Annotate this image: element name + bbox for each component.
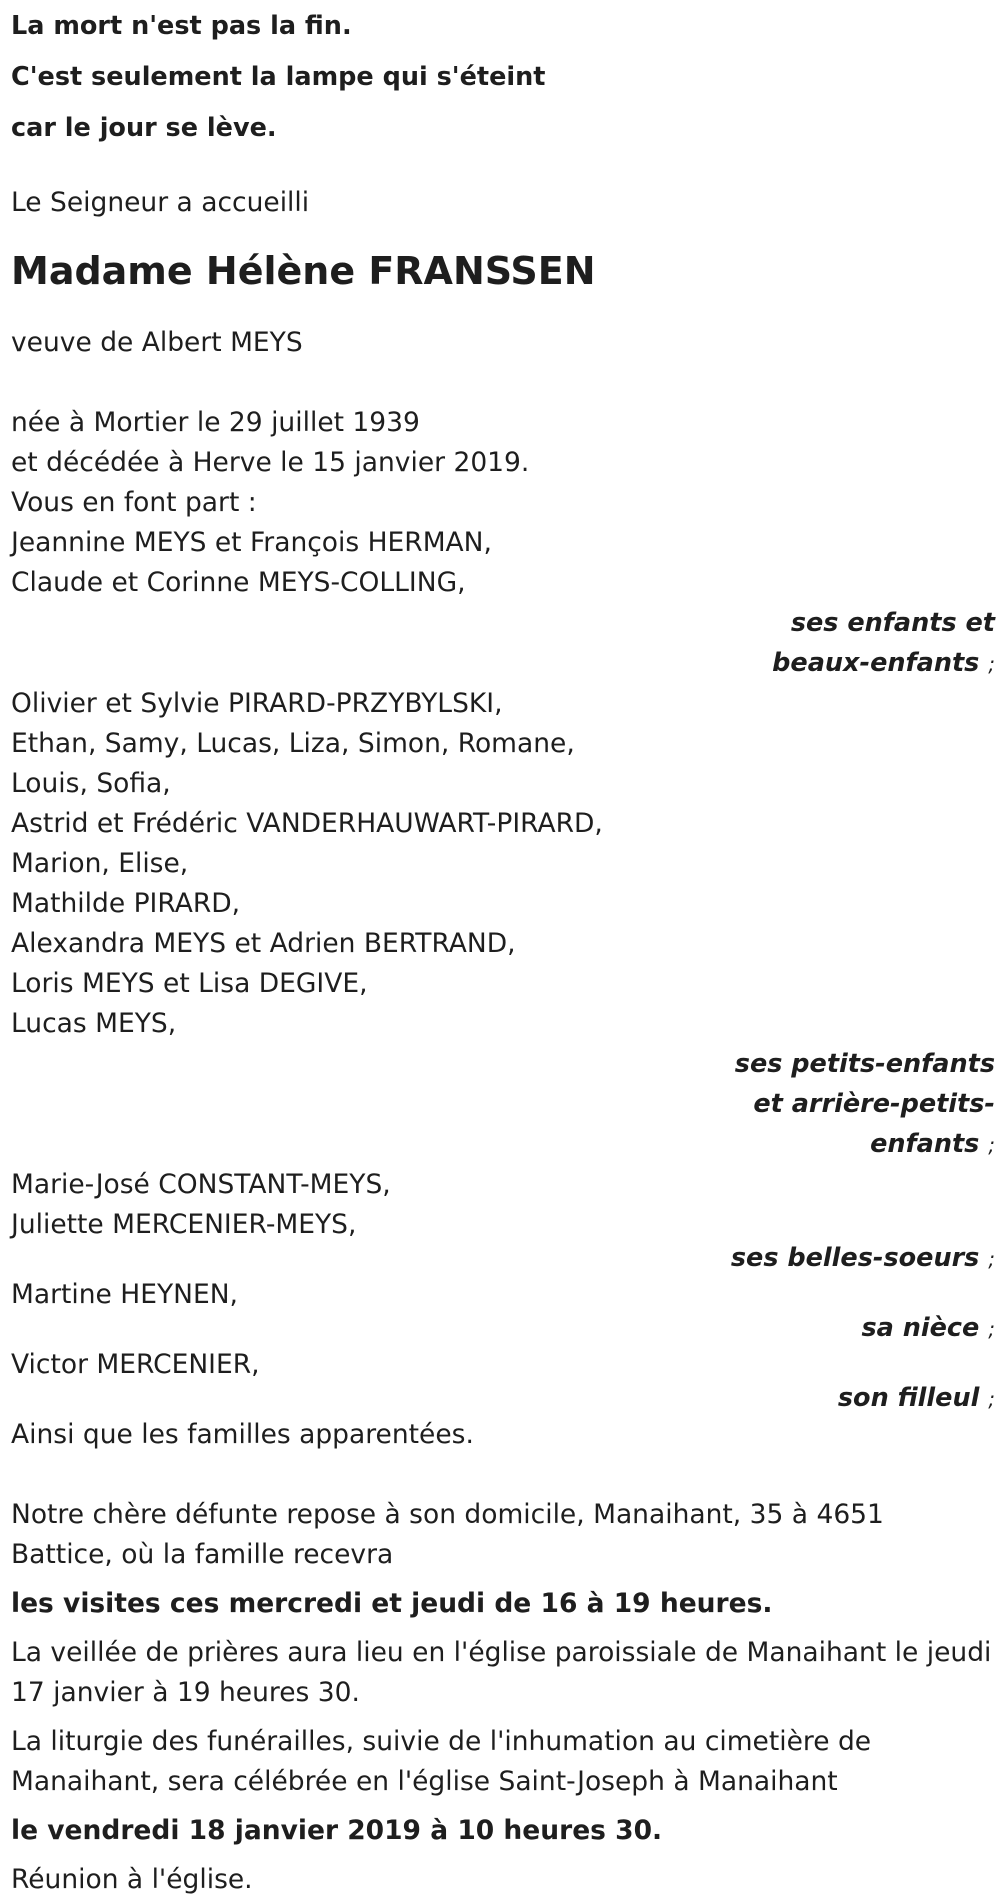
visits-text: les visites ces mercredi et jeudi de 16 à 19 heures. — [11, 1588, 773, 1619]
godson-line: Victor MERCENIER, — [11, 1349, 260, 1380]
sisters-in-law-role — [11, 1243, 995, 1273]
semicolon: ; — [988, 1317, 995, 1341]
grandchildren-role — [11, 1044, 995, 1084]
grandchildren-line: Loris MEYS et Lisa DEGIVE, — [11, 968, 368, 999]
grandchildren-role-line-3: enfants — [870, 1129, 980, 1159]
grandchildren-line: Lucas MEYS, — [11, 1008, 177, 1039]
intro-text: Le Seigneur a accueilli — [11, 187, 310, 218]
grandchildren-role-line-1: ses petits-enfants — [734, 1049, 995, 1079]
obituary-text — [11, 0, 995, 1900]
grandchildren-line: Alexandra MEYS et Adrien BERTRAND, — [11, 928, 516, 959]
vigil-line-1: La veillée de prières aura lieu en l'église paroissiale de Manaihant le jeudi — [11, 1637, 992, 1668]
grandchildren-line: Ethan, Samy, Lucas, Liza, Simon, Romane, — [11, 728, 575, 759]
grandchildren-line: Marion, Elise, — [11, 848, 189, 879]
niece-role-text: sa nièce — [861, 1313, 980, 1343]
sisters-in-law-role-text: ses belles-soeurs — [730, 1243, 980, 1273]
liturgy-line-2: Manaihant, sera célébrée en l'église Saint-Joseph à Manaihant — [11, 1766, 838, 1797]
vigil-line-2: 17 janvier à 19 heures 30. — [11, 1677, 360, 1708]
motto-line-2: C'est seulement la lampe qui s'éteint — [11, 62, 546, 92]
grandchildren-line: Mathilde PIRARD, — [11, 888, 241, 919]
rest-line-2: Battice, où la famille recevra — [11, 1539, 394, 1570]
grandchildren-role — [11, 1124, 995, 1165]
families-text: Ainsi que les familles apparentées. — [11, 1419, 474, 1450]
semicolon: ; — [988, 1133, 995, 1157]
children-role — [11, 643, 995, 684]
grandchildren-role-line-2: et arrière-petits- — [753, 1089, 995, 1119]
death-text: et décédée à Herve le 15 janvier 2019. — [11, 447, 530, 478]
niece-line: Martine HEYNEN, — [11, 1279, 238, 1310]
announce-text: Vous en font part : — [11, 487, 257, 518]
meeting-text: Réunion à l'église. — [11, 1864, 253, 1895]
semicolon: ; — [988, 652, 995, 676]
niece-role — [11, 1313, 995, 1343]
children-line: Jeannine MEYS et François HERMAN, — [11, 527, 492, 558]
grandchildren-line: Louis, Sofia, — [11, 768, 171, 799]
godson-role — [11, 1383, 995, 1413]
godson-role-text: son filleul — [837, 1383, 980, 1413]
children-role — [11, 603, 995, 643]
grandchildren-role — [11, 1084, 995, 1124]
grandchildren-line: Astrid et Frédéric VANDERHAUWART-PIRARD, — [11, 808, 603, 839]
semicolon: ; — [988, 1387, 995, 1411]
liturgy-line-1: La liturgie des funérailles, suivie de l'inhumation au cimetière de — [11, 1726, 872, 1757]
children-role-line-2: beaux-enfants — [772, 648, 980, 678]
sisters-in-law-line: Marie-José CONSTANT-MEYS, — [11, 1169, 391, 1200]
sisters-in-law-line: Juliette MERCENIER-MEYS, — [11, 1209, 357, 1240]
grandchildren-line: Olivier et Sylvie PIRARD-PRZYBYLSKI, — [11, 688, 503, 719]
widow-of-text: veuve de Albert MEYS — [11, 327, 303, 358]
birth-text: née à Mortier le 29 juillet 1939 — [11, 407, 420, 438]
semicolon: ; — [988, 1247, 995, 1271]
children-line: Claude et Corinne MEYS-COLLING, — [11, 567, 466, 598]
children-role-line-1: ses enfants et — [790, 608, 995, 638]
rest-line-1: Notre chère défunte repose à son domicile, Manaihant, 35 à 4651 — [11, 1499, 884, 1530]
motto-line-3: car le jour se lève. — [11, 113, 277, 143]
ceremony-date-text: le vendredi 18 janvier 2019 à 10 heures 30. — [11, 1815, 663, 1846]
deceased-name: Madame Hélène FRANSSEN — [11, 249, 596, 293]
motto-line-1: La mort n'est pas la fin. — [11, 11, 352, 41]
